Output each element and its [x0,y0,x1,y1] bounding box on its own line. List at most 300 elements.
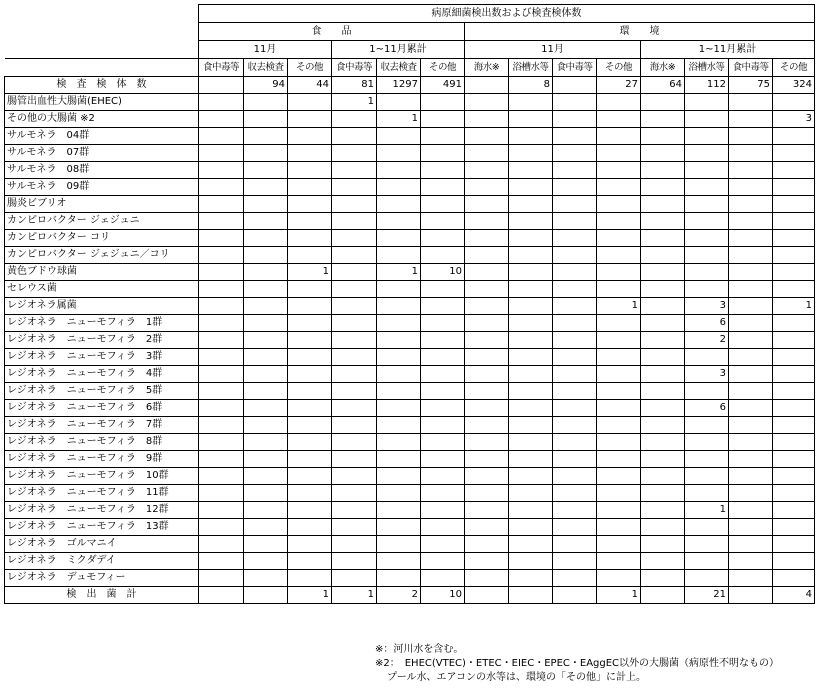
value-cell [465,281,509,298]
value-cell [553,468,597,485]
pathogen-row-label: レジオネラ デュモフィー [5,570,199,587]
value-cell [244,468,288,485]
value-cell: 64 [641,77,685,94]
value-cell [377,94,421,111]
value-cell [288,162,332,179]
value-cell [288,553,332,570]
value-cell [553,281,597,298]
value-cell [729,349,773,366]
value-cell: 3 [773,111,815,128]
value-cell [199,179,244,196]
value-cell [377,349,421,366]
value-cell [597,434,641,451]
value-cell [641,519,685,536]
value-cell [244,162,288,179]
value-cell [377,315,421,332]
value-cell [244,553,288,570]
value-cell [244,230,288,247]
value-cell [465,264,509,281]
value-cell [729,366,773,383]
value-cell [597,162,641,179]
value-cell [641,587,685,604]
value-cell [553,485,597,502]
value-cell [421,400,465,417]
value-cell [421,315,465,332]
value-cell [597,570,641,587]
value-cell [199,230,244,247]
pathogen-row-label: レジオネラ ゴルマニイ [5,536,199,553]
pathogen-row-label: カンピロバクター ジェジュニ／コリ [5,247,199,264]
value-cell [199,502,244,519]
value-cell [729,94,773,111]
value-cell [244,281,288,298]
value-cell: 6 [685,315,729,332]
value-cell [597,451,641,468]
value-cell [685,94,729,111]
value-cell [509,366,553,383]
value-cell [465,213,509,230]
value-cell [729,553,773,570]
food-month-subheader: 食中毒等 [199,59,244,77]
value-cell [199,315,244,332]
value-cell [332,298,377,315]
value-cell [332,349,377,366]
value-cell [465,196,509,213]
value-cell [509,349,553,366]
value-cell [199,519,244,536]
pathogen-row-label: 腸管出血性大腸菌(EHEC) [5,94,199,111]
value-cell [553,94,597,111]
pathogen-row [5,213,815,230]
pathogen-row-label: レジオネラ ニューモフィラ 7群 [5,417,199,434]
value-cell [685,434,729,451]
value-cell [288,400,332,417]
value-cell [465,366,509,383]
pathogen-row-label: 黄色ブドウ球菌 [5,264,199,281]
value-cell [332,553,377,570]
value-cell [288,570,332,587]
value-cell [641,366,685,383]
pathogen-row [5,162,815,179]
value-cell [244,349,288,366]
value-cell [729,213,773,230]
value-cell [288,383,332,400]
value-cell [465,247,509,264]
value-cell [377,196,421,213]
value-cell [199,264,244,281]
value-cell: 1 [377,111,421,128]
pathogen-row-label: レジオネラ ニューモフィラ 11群 [5,485,199,502]
value-cell: 75 [729,77,773,94]
pathogen-row-label: サルモネラ 08群 [5,162,199,179]
value-cell [597,400,641,417]
value-cell [729,281,773,298]
footnotes [375,643,779,685]
footnote-3: プール水、エアコンの水等は、環境の「その他」に計上。 [387,672,646,683]
pathogen-row [5,281,815,298]
pathogen-row [5,298,815,315]
value-cell [641,162,685,179]
value-cell [332,468,377,485]
pathogen-row-label: サルモネラ 09群 [5,179,199,196]
value-cell [199,417,244,434]
value-cell [421,536,465,553]
value-cell [553,77,597,94]
value-cell [729,332,773,349]
value-cell [773,553,815,570]
value-cell [509,94,553,111]
value-cell [773,94,815,111]
value-cell [465,502,509,519]
value-cell [729,417,773,434]
value-cell [509,247,553,264]
value-cell [377,366,421,383]
value-cell [199,162,244,179]
pathogen-row [5,468,815,485]
value-cell [685,485,729,502]
footnote-1: ※：河川水を含む。 [375,644,464,655]
value-cell [773,332,815,349]
value-cell [199,145,244,162]
value-cell [553,400,597,417]
value-cell [332,111,377,128]
value-cell [199,94,244,111]
value-cell [729,519,773,536]
value-cell [421,485,465,502]
total-detected-row [5,587,815,604]
env-month-subheader: 海水※ [465,59,509,77]
value-cell [729,230,773,247]
value-cell [377,468,421,485]
value-cell [685,213,729,230]
value-cell [332,315,377,332]
value-cell [641,468,685,485]
value-cell [641,332,685,349]
value-cell [641,179,685,196]
value-cell [288,468,332,485]
pathogen-row-label: レジオネラ ミクダデイ [5,553,199,570]
pathogen-row-label: レジオネラ ニューモフィラ 3群 [5,349,199,366]
value-cell [377,230,421,247]
value-cell [332,162,377,179]
value-cell [729,587,773,604]
value-cell [773,400,815,417]
pathogen-row [5,400,815,417]
main-title: 病原細菌検出数および検査検体数 [199,5,815,23]
env-cumulative-subheader: 食中毒等 [729,59,773,77]
value-cell [509,417,553,434]
value-cell [244,570,288,587]
value-cell [377,213,421,230]
value-cell [773,451,815,468]
value-cell [199,349,244,366]
value-cell [465,587,509,604]
value-cell [288,179,332,196]
env-cumulative-subheader: その他 [773,59,815,77]
value-cell [553,519,597,536]
value-cell [199,468,244,485]
value-cell [421,179,465,196]
value-cell [421,553,465,570]
pathogen-row [5,349,815,366]
value-cell [509,298,553,315]
value-cell [597,383,641,400]
value-cell: 10 [421,587,465,604]
value-cell [641,383,685,400]
value-cell [509,587,553,604]
value-cell [597,213,641,230]
value-cell [421,434,465,451]
value-cell [465,332,509,349]
pathogen-row-label: カンピロバクター ジェジュニ [5,213,199,230]
food-month-subheader: 収去検査 [244,59,288,77]
value-cell [199,332,244,349]
value-cell [332,417,377,434]
value-cell [597,94,641,111]
value-cell [465,383,509,400]
value-cell [377,332,421,349]
pathogen-row [5,264,815,281]
pathogen-row-label: レジオネラ ニューモフィラ 1群 [5,315,199,332]
value-cell [244,366,288,383]
pathogen-row-label: レジオネラ ニューモフィラ 10群 [5,468,199,485]
value-cell [465,417,509,434]
value-cell [509,570,553,587]
value-cell [421,383,465,400]
pathogen-row-label: レジオネラ ニューモフィラ 9群 [5,451,199,468]
value-cell [244,94,288,111]
value-cell [465,400,509,417]
value-cell [641,502,685,519]
value-cell [244,145,288,162]
value-cell [553,128,597,145]
value-cell [421,502,465,519]
env-cumulative-header: 1~11月累計 [641,41,815,59]
value-cell [509,536,553,553]
value-cell [199,587,244,604]
value-cell [244,485,288,502]
total-detected-row-label: 検 出 菌 計 [5,587,199,604]
value-cell [773,230,815,247]
pathogen-detection-table [4,4,815,604]
value-cell [199,553,244,570]
pathogen-row-label: 腸炎ビブリオ [5,196,199,213]
value-cell [465,315,509,332]
pathogen-row-label: レジオネラ属菌 [5,298,199,315]
value-cell [244,298,288,315]
value-cell [685,128,729,145]
value-cell [465,485,509,502]
value-cell [421,332,465,349]
value-cell: 21 [685,587,729,604]
pathogen-row [5,247,815,264]
value-cell [288,536,332,553]
value-cell [465,519,509,536]
value-cell [377,570,421,587]
value-cell [377,179,421,196]
value-cell [244,111,288,128]
env-month-subheader: その他 [597,59,641,77]
pathogen-row-label: レジオネラ ニューモフィラ 6群 [5,400,199,417]
value-cell [244,451,288,468]
value-cell [597,417,641,434]
value-cell [553,111,597,128]
value-cell [244,587,288,604]
value-cell [465,570,509,587]
value-cell [509,332,553,349]
value-cell [773,145,815,162]
value-cell [553,298,597,315]
value-cell [509,128,553,145]
value-cell [377,383,421,400]
pathogen-row-label: その他の大腸菌 ※2 [5,111,199,128]
value-cell [773,213,815,230]
value-cell [685,247,729,264]
value-cell [288,502,332,519]
value-cell [685,570,729,587]
pathogen-row-label: レジオネラ ニューモフィラ 12群 [5,502,199,519]
value-cell: 8 [509,77,553,94]
value-cell [597,281,641,298]
value-cell [465,468,509,485]
value-cell [244,128,288,145]
value-cell [199,451,244,468]
value-cell [465,536,509,553]
value-cell [641,417,685,434]
value-cell [199,111,244,128]
pathogen-row [5,570,815,587]
value-cell [421,281,465,298]
value-cell [641,349,685,366]
value-cell [553,536,597,553]
pathogen-row-label: レジオネラ ニューモフィラ 8群 [5,434,199,451]
value-cell [685,111,729,128]
value-cell [509,553,553,570]
value-cell [729,570,773,587]
pathogen-row [5,502,815,519]
value-cell [421,451,465,468]
value-cell [421,468,465,485]
value-cell [553,553,597,570]
pathogen-row [5,485,815,502]
value-cell: 1 [685,502,729,519]
pathogen-row [5,553,815,570]
value-cell [509,213,553,230]
value-cell: 112 [685,77,729,94]
value-cell: 1297 [377,77,421,94]
value-cell: 27 [597,77,641,94]
value-cell [509,145,553,162]
value-cell [553,570,597,587]
value-cell [685,179,729,196]
value-cell [773,383,815,400]
value-cell [553,196,597,213]
value-cell [244,196,288,213]
value-cell [288,281,332,298]
value-cell: 44 [288,77,332,94]
value-cell [509,468,553,485]
value-cell [597,366,641,383]
pathogen-row [5,434,815,451]
value-cell [553,349,597,366]
value-cell [509,281,553,298]
value-cell [641,247,685,264]
value-cell [597,502,641,519]
value-cell [465,553,509,570]
pathogen-row [5,230,815,247]
value-cell [641,315,685,332]
value-cell [332,264,377,281]
env-month-subheader: 浴槽水等 [509,59,553,77]
value-cell [685,519,729,536]
value-cell: 1 [288,587,332,604]
value-cell [509,502,553,519]
value-cell [332,247,377,264]
env-cumulative-subheader: 浴槽水等 [685,59,729,77]
value-cell [685,281,729,298]
value-cell [641,553,685,570]
value-cell [641,281,685,298]
value-cell [597,196,641,213]
value-cell: 1 [773,298,815,315]
value-cell [199,247,244,264]
value-cell [509,451,553,468]
value-cell [553,434,597,451]
pathogen-row-label: サルモネラ 04群 [5,128,199,145]
value-cell [597,128,641,145]
pathogen-row [5,128,815,145]
value-cell [773,468,815,485]
value-cell [244,179,288,196]
value-cell [332,502,377,519]
value-cell [773,417,815,434]
value-cell [465,298,509,315]
value-cell [773,349,815,366]
value-cell [377,417,421,434]
pathogen-row [5,145,815,162]
environment-group-header: 環 境 [465,23,815,41]
value-cell [421,570,465,587]
specimen-count-row-label: 検 査 検 体 数 [5,77,199,94]
value-cell [685,264,729,281]
value-cell: 1 [597,298,641,315]
value-cell [553,315,597,332]
value-cell [553,162,597,179]
sub-header-row [5,59,815,77]
value-cell [421,247,465,264]
value-cell [421,196,465,213]
value-cell [421,349,465,366]
value-cell: 6 [685,400,729,417]
value-cell [288,349,332,366]
pathogen-row-label: カンピロバクター コリ [5,230,199,247]
value-cell [288,128,332,145]
food-month-header: 11月 [199,41,332,59]
value-cell [465,230,509,247]
value-cell [729,485,773,502]
value-cell [597,468,641,485]
value-cell [244,502,288,519]
value-cell [773,434,815,451]
value-cell [377,128,421,145]
value-cell [199,128,244,145]
food-cumulative-subheader: 食中毒等 [332,59,377,77]
value-cell: 4 [773,587,815,604]
value-cell [288,213,332,230]
value-cell [729,468,773,485]
pathogen-row [5,332,815,349]
value-cell [332,434,377,451]
